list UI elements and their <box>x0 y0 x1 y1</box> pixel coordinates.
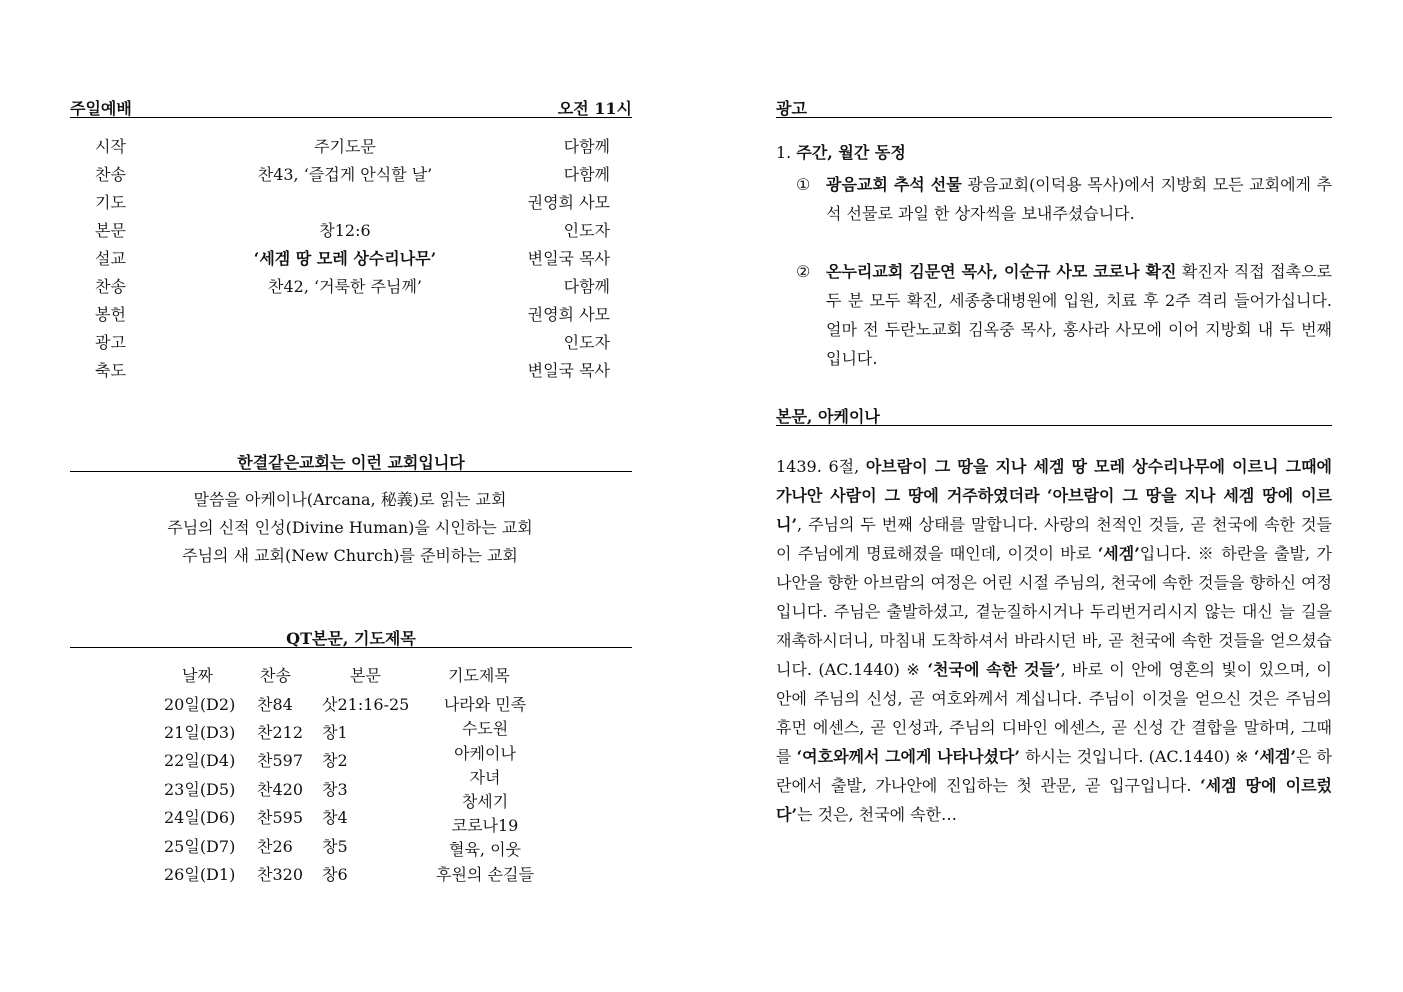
qt-hymn: 찬597 <box>257 751 303 770</box>
order-content: 주기도문 <box>314 137 376 156</box>
order-content: 찬43, ‘즐겁게 안식할 날’ <box>257 165 433 184</box>
order-content: 찬42, ‘거룩한 주님께’ <box>268 277 422 296</box>
announcements-title: 광고 <box>776 99 807 118</box>
sermon-title: ‘세겜 땅 모레 상수리나무’ <box>253 249 437 268</box>
qt-prayer: 혈육, 이웃 <box>449 840 521 859</box>
intro-line: 주님의 새 교회(New Church)를 준비하는 교회 <box>182 546 518 565</box>
qt-col-date: 날짜 <box>182 666 213 685</box>
order-part: 찬송 <box>95 165 126 184</box>
arcana-text: 입니다. ※ 하란을 출발, 가나안을 향한 아브람의 여정은 어린 시절 주님의, 천국에 속한 것들을 향하신 여정입니다. 주님은 출발하셨고, 곁눈질하시거나 두리번거리시지 않는 대신 늘 길을 재촉하시더니, 마침내 도착하셔서 바라시던 바, 곧 천국에 속한 것들을 얻으셨습니다. (AC.1440) ※ <box>776 544 1333 679</box>
qt-text: 창1 <box>322 723 348 742</box>
church-title: 한결같은교회는 이런 교회입니다 <box>237 453 465 472</box>
order-row <box>95 274 610 302</box>
announcements-header <box>776 96 1332 118</box>
order-part: 찬송 <box>95 277 126 296</box>
order-row <box>95 134 610 162</box>
arcana-body <box>776 452 1332 829</box>
worship-header <box>70 96 632 118</box>
item-headline: 광음교회 추석 선물 <box>826 175 962 194</box>
order-leader: 인도자 <box>563 221 610 240</box>
qt-hymn: 찬26 <box>257 837 293 856</box>
arcana-emphasis: ‘세겜 땅에 이르렀다’ <box>776 776 1333 824</box>
qt-date: 24일(D6) <box>164 808 236 827</box>
intro-line: 말씀을 아케이나(Arcana, 秘義)로 읽는 교회 <box>193 490 507 509</box>
order-leader: 변일국 목사 <box>527 249 610 268</box>
item-text <box>826 257 1332 373</box>
qt-header <box>70 626 632 648</box>
qt-text: 삿21:16-25 <box>322 695 410 714</box>
item-number: ① <box>796 175 811 194</box>
qt-date: 21일(D3) <box>164 723 236 742</box>
church-intro <box>70 486 630 570</box>
qt-date: 22일(D4) <box>164 751 236 770</box>
qt-hymn: 찬420 <box>257 780 303 799</box>
qt-prayer: 후원의 손길들 <box>436 865 534 884</box>
arcana-text: 은 하란에서 출발, 가나안에 진입하는 첫 관문, 곧 입구입니다. <box>776 747 1333 795</box>
arcana-title: 본문, 아케이나 <box>776 407 880 426</box>
arcana-emphasis: ‘아브람이 그 땅을 지나 세겜 땅에 이르니’ <box>776 486 1332 534</box>
order-part: 봉헌 <box>95 305 126 324</box>
announcements-subtitle <box>776 140 906 163</box>
order-leader: 다함께 <box>563 277 610 296</box>
order-content: 창12:6 <box>319 221 371 240</box>
arcana-text: 는 것은, 천국에 속한… <box>797 805 958 824</box>
announcement-item <box>796 170 1332 228</box>
qt-date: 20일(D2) <box>164 695 236 714</box>
order-part: 기도 <box>95 193 126 212</box>
arcana-emphasis: ‘세겜’ <box>1253 747 1296 766</box>
order-part: 본문 <box>95 221 126 240</box>
order-leader: 권영희 사모 <box>527 193 610 212</box>
qt-prayer: 수도원 <box>461 719 509 738</box>
arcana-emphasis: 아브람이 그 땅을 지나 세겜 땅 모레 상수리나무에 이르니 그때에 가나안 사람이 그 땅에 거주하였더라 <box>776 457 1332 505</box>
arcana-text: 하시는 것입니다. (AC.1440) ※ <box>1019 747 1254 766</box>
announcement-item <box>796 257 1332 373</box>
order-row <box>95 162 610 190</box>
qt-hymn: 찬84 <box>257 695 293 714</box>
item-number: ② <box>796 262 811 281</box>
arcana-emphasis: ‘여호와께서 그에게 나타나셨다’ <box>796 747 1020 766</box>
qt-prayer: 자녀 <box>469 768 501 787</box>
order-row <box>95 302 610 330</box>
order-leader: 인도자 <box>563 333 610 352</box>
order-row <box>95 330 610 358</box>
worship-title: 주일예배 <box>70 99 132 118</box>
arcana-emphasis: ‘세겜’ <box>1097 544 1140 563</box>
church-header <box>70 450 632 472</box>
worship-time: 오전 11시 <box>557 99 632 118</box>
order-row <box>95 358 610 386</box>
qt-text: 창2 <box>322 751 348 770</box>
qt-col-text: 본문 <box>350 666 381 685</box>
order-leader: 변일국 목사 <box>527 361 610 380</box>
arcana-text <box>1040 486 1047 505</box>
item-body: 광음교회(이덕용 목사)에서 지방회 모든 교회에게 추석 선물로 과일 한 상자씩을 보내주셨습니다. <box>826 175 1332 223</box>
qt-col-prayer: 기도제목 <box>448 666 510 685</box>
qt-date: 26일(D1) <box>164 865 236 884</box>
arcana-text: , 주님의 두 번째 상태를 말합니다. 사랑의 천적인 것들, 곧 천국에 속한 것들이 주님에게 명료해졌을 때인데, 이것이 바로 <box>776 515 1332 563</box>
qt-date: 25일(D7) <box>164 837 236 856</box>
order-leader: 권영희 사모 <box>527 305 610 324</box>
order-part: 시작 <box>95 137 126 156</box>
order-row <box>95 190 610 218</box>
intro-line: 주님의 신적 인성(Divine Human)을 시인하는 교회 <box>167 518 533 537</box>
item-headline: 온누리교회 김문연 목사, 이순규 사모 코로나 확진 <box>826 262 1177 281</box>
order-part: 축도 <box>95 361 126 380</box>
arcana-text: , 바로 이 안에 영혼의 빛이 있으며, 이 안에 주님의 신성, 곧 여호와께서 계십니다. 주님이 이것을 얻으신 것은 주님의 휴먼 에센스, 곧 인성과, 주님의 디바인 에센스, 곧 신성 간 결합을 말하며, 그때를 <box>776 660 1332 766</box>
arcana-text: 1439. 6절, <box>776 457 866 476</box>
qt-text: 창6 <box>322 865 348 884</box>
qt-prayer: 창세기 <box>461 792 509 811</box>
qt-hymn: 찬212 <box>257 723 303 742</box>
arcana-header <box>776 404 1332 426</box>
order-row <box>95 246 610 274</box>
order-row <box>95 218 610 246</box>
subtitle-text: 주간, 월간 동정 <box>796 143 906 162</box>
qt-text: 창3 <box>322 780 348 799</box>
order-leader: 다함께 <box>563 165 610 184</box>
arcana-emphasis: ‘천국에 속한 것들’ <box>927 660 1061 679</box>
qt-hymn: 찬595 <box>257 808 303 827</box>
qt-prayer: 나라와 민족 <box>443 695 527 714</box>
qt-title: QT본문, 기도제목 <box>286 629 416 648</box>
item-text <box>826 170 1332 228</box>
subtitle-number: 1. <box>776 143 792 162</box>
qt-date: 23일(D5) <box>164 780 236 799</box>
order-part: 광고 <box>95 333 126 352</box>
order-leader: 다함께 <box>563 137 610 156</box>
order-part: 설교 <box>95 249 126 268</box>
qt-text: 창4 <box>322 808 348 827</box>
qt-prayer: 코로나19 <box>451 816 519 835</box>
qt-hymn: 찬320 <box>257 865 303 884</box>
item-body: 확진자 직접 접촉으로 두 분 모두 확진, 세종충대병원에 입원, 치료 후 2주 격리 들어가십니다. 얼마 전 두란노교회 김옥중 목사, 홍사라 사모에 이어 지방회 내 두 번째입니다. <box>826 262 1332 368</box>
qt-text: 창5 <box>322 837 348 856</box>
qt-col-hymn: 찬송 <box>260 666 291 685</box>
qt-prayer: 아케이나 <box>454 744 516 763</box>
